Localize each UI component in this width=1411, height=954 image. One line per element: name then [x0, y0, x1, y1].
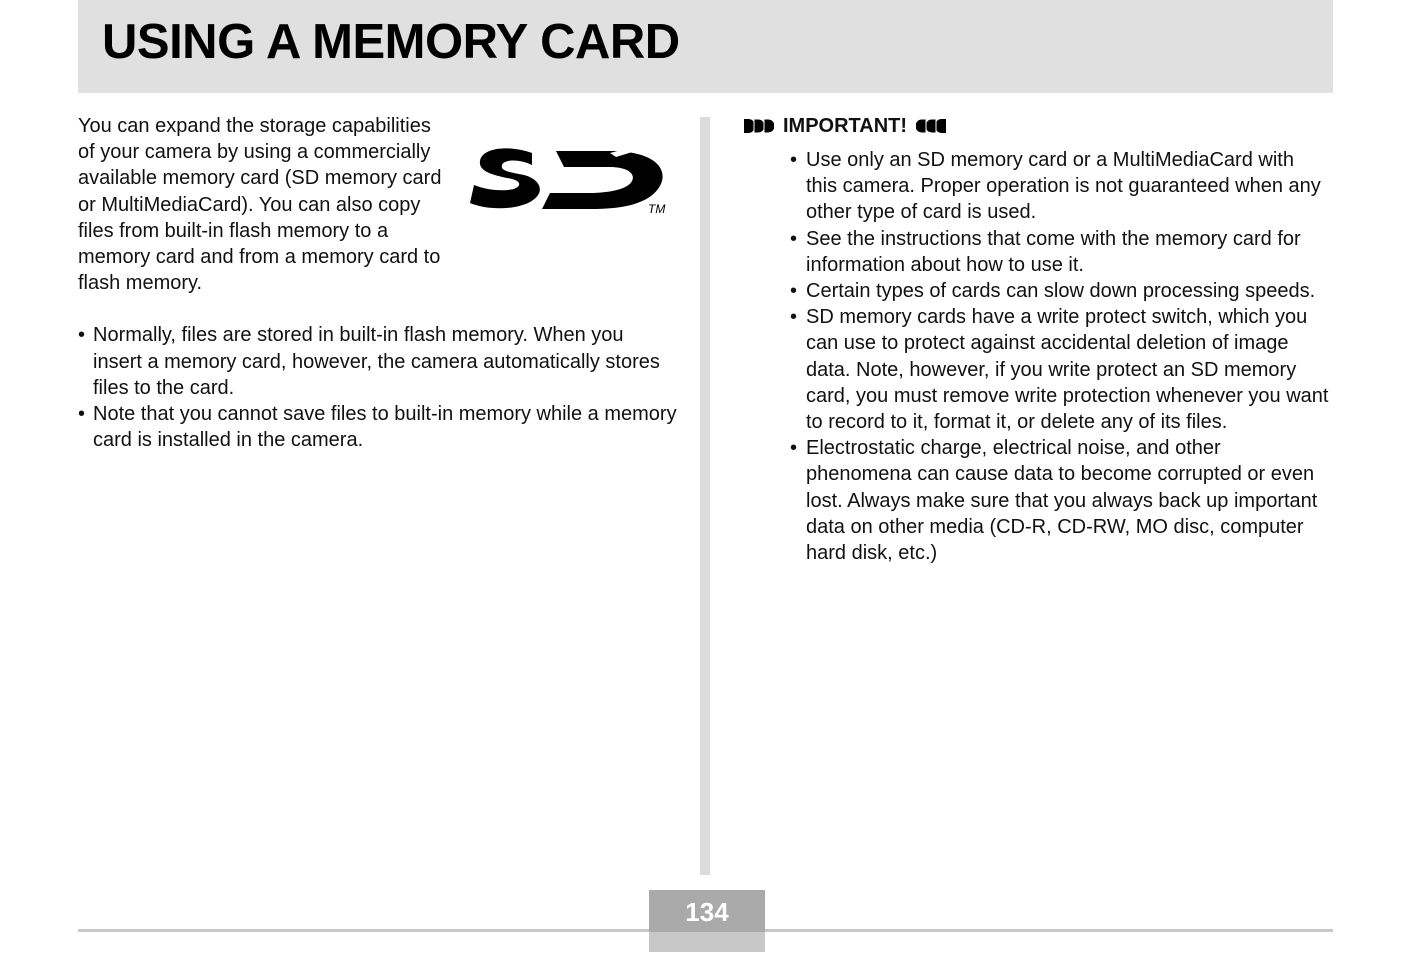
page-number: 134: [649, 890, 765, 932]
triple-arrow-right-icon: [744, 118, 774, 134]
important-label: IMPORTANT!: [783, 114, 908, 137]
bullet-dot-icon: •: [790, 306, 798, 329]
list-item: • Electrostatic charge, electrical noise, and other phenomena can cause data to become corrupted or even lost. Always make sure that you always back up important data on other media (CD-R, CD-RW, MO disc, computer hard disk, etc.): [790, 437, 1318, 565]
intro-paragraph: You can expand the storage capabilities of your camera by using a commercially available memory card (SD memory card or MultiMediaCard). You can also copy files from built-in flash memory to a memory card and from a memory card to flash memory.: [78, 115, 442, 295]
important-bullet-list: [790, 147, 1330, 566]
bullet-dot-icon: •: [78, 403, 86, 426]
bullet-dot-icon: •: [790, 149, 798, 171]
left-bullet-list: [78, 322, 678, 453]
page-number-box: [649, 890, 765, 952]
list-item: • Note that you cannot save files to built-in memory while a memory card is installed in the camera.: [78, 403, 677, 452]
list-item: • Use only an SD memory card or a MultiMediaCard with this camera. Proper operation is not guaranteed when any other type of card is used.: [790, 149, 1321, 224]
column-divider: [700, 117, 710, 875]
bullet-dot-icon: •: [790, 280, 798, 303]
important-section: [744, 113, 1344, 566]
list-item: • SD memory cards have a write protect switch, which you can use to protect against accidental deletion of image data. Note, however, if you write protect an SD memory card, you must remove write protection whenever you want to record to it, format it, or delete any of its files.: [790, 306, 1329, 434]
important-heading: [744, 113, 1344, 139]
page-title: USING A MEMORY CARD: [102, 15, 680, 69]
bullet-dot-icon: •: [790, 437, 798, 460]
bullet-dot-icon: •: [790, 227, 798, 250]
left-column: [78, 113, 678, 453]
bullet-dot-icon: •: [78, 324, 86, 347]
sd-logo-icon: [470, 143, 668, 213]
logo-tm-mark: TM: [648, 202, 666, 213]
list-item: • See the instructions that come with the memory card for information about how to use it.: [790, 227, 1301, 276]
list-item: • Certain types of cards can slow down processing speeds.: [790, 278, 1330, 304]
triple-arrow-left-icon: [916, 118, 946, 134]
title-bar: [78, 0, 1333, 93]
list-item: • Normally, files are stored in built-in flash memory. When you insert a memory card, however, the camera automatically stores files to the card.: [78, 324, 660, 399]
